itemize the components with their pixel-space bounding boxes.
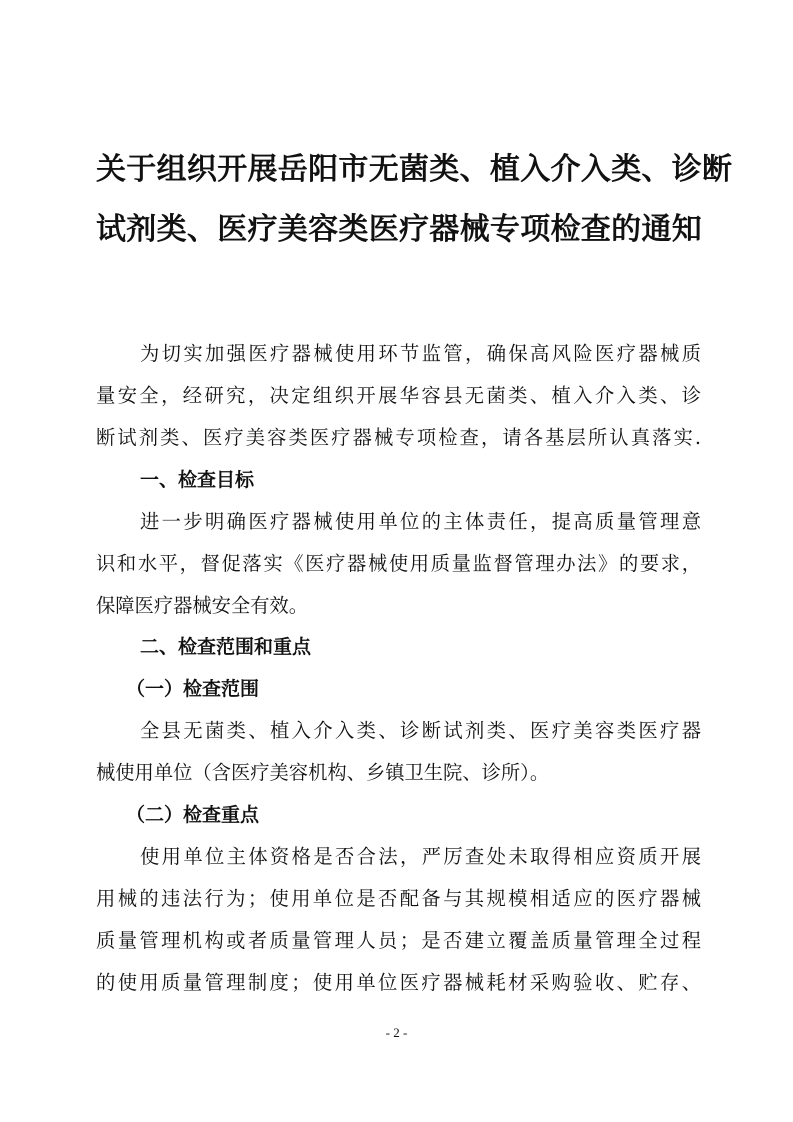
objectives-paragraph-line: 进一步明确医疗器械使用单位的主体责任，提高质量管理意 (140, 510, 701, 533)
scope-paragraph-line: 械使用单位（含医疗美容机构、乡镇卫生院、诊所）。 (96, 761, 550, 784)
section-heading-objectives: 一、检查目标 (140, 469, 255, 491)
intro-paragraph-line: 量安全，经研究，决定组织开展华容县无菌类、植入介入类、诊 (96, 384, 701, 407)
page-number: - 2 - (385, 1025, 408, 1040)
objectives-paragraph-line: 保障医疗器械安全有效。 (96, 594, 309, 617)
objectives-paragraph-line: 识和水平，督促落实《医疗器械使用质量监督管理办法》的要求， (96, 552, 701, 575)
focus-paragraph-line: 的使用质量管理制度；使用单位医疗器械耗材采购验收、贮存、 (96, 971, 701, 994)
focus-paragraph-line: 质量管理机构或者质量管理人员；是否建立覆盖质量管理全过程 (96, 929, 701, 952)
subsection-heading-focus: （二）检查重点 (126, 804, 260, 826)
subsection-heading-scope: （一）检查范围 (126, 678, 260, 700)
scope-paragraph-line: 全县无菌类、植入介入类、诊断试剂类、医疗美容类医疗器 (140, 719, 701, 742)
section-heading-scope-and-focus: 二、检查范围和重点 (140, 636, 312, 658)
focus-paragraph-line: 使用单位主体资格是否合法，严厉查处未取得相应资质开展 (140, 845, 701, 868)
document-title-line-1: 关于组织开展岳阳市无菌类、植入介入类、诊断 (96, 152, 733, 187)
intro-paragraph-line: 为切实加强医疗器械使用环节监管，确保高风险医疗器械质 (140, 342, 701, 365)
document-title-line-2: 试剂类、医疗美容类医疗器械专项检查的通知 (96, 212, 702, 247)
focus-paragraph-line: 用械的违法行为；使用单位是否配备与其规模相适应的医疗器械 (96, 887, 701, 910)
intro-paragraph-line: 断试剂类、医疗美容类医疗器械专项检查，请各基层所认真落实. (96, 426, 701, 449)
